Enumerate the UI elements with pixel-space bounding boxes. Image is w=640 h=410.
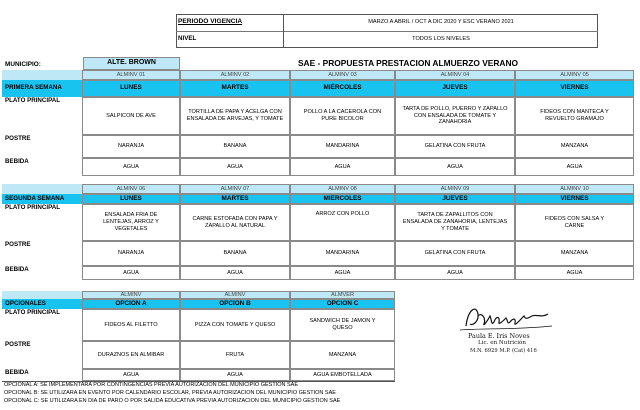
signature-stamp (452, 296, 572, 368)
opc-plato-c: SANDWICH DE JAMON Y QUESO (290, 309, 395, 341)
week2-plato-4: TARTA DE ZAPALLITOS CON ENSALADA DE ZANAHORIA, LENTEJAS Y TOMATE (395, 204, 515, 241)
week1-code-1: ALMINV 01 (82, 70, 180, 80)
week2-plato-1: ENSALADA FRIA DE LENTEJAS, ARROZ Y VEGETALES (82, 204, 180, 241)
nivel-value: TODOS LOS NIVELES (412, 36, 470, 43)
week1-postre-4: GELATINA CON FRUTA (395, 135, 515, 158)
segunda-semana-label: SEGUNDA SEMANA (2, 194, 82, 204)
nivel-label: NIVEL (178, 35, 197, 43)
week2-day-3: MIÉRCOLES (290, 194, 395, 204)
week2-code-3: ALMINV 08 (290, 184, 395, 194)
note-c: OPCIONAL C: SE UTILIZARA EN DIA DE PARO O POR SALIDA EDUCATIVA PREVIA AUTORIZACION DEL MUNICIPIO GESTION SAE (4, 398, 341, 404)
week2-day-5: VIERNES (515, 194, 634, 204)
week2-code-label-bg (2, 184, 82, 194)
periodo-value: MARZO A ABRIL / OCT A DIC 2020 Y ESC VERANO 2021 (368, 19, 514, 26)
week1-plato-4: TARTA DE POLLO, PUERRO Y ZAPALLO CON ENSALADA DE TOMATE Y ZANAHORIA (395, 97, 515, 135)
primera-semana-label: PRIMERA SEMANA (2, 80, 82, 97)
signature-name: Paula E. Iris Noves (468, 332, 530, 340)
opc-postre-label: POSTRE (5, 341, 31, 348)
opc-bebida-c: AGUA EMBOTELLADA (290, 369, 395, 381)
opc-plato-b: PIZZA CON TOMATE Y QUESO (180, 309, 290, 341)
week1-postre-5: MANZANA (515, 135, 634, 158)
week1-postre-3: MANDARINA (290, 135, 395, 158)
opc-bebida-b: AGUA (180, 369, 290, 381)
week2-postre-3: MANDARINA (290, 241, 395, 266)
periodo-label: PERIODO VIGENCIA (178, 18, 243, 26)
week2-postre-1: NARANJA (82, 241, 180, 266)
week1-plato-2: TORTILLA DE PAPA Y ACELGA CON ENSALADA DE ARVEJAS, Y TOMATE (180, 97, 290, 135)
week1-plato-5: FIDEOS CON MANTECA Y REVUELTO GRAMAJO (515, 97, 634, 135)
opc-plato-a: FIDEOS AL FILETTO (82, 309, 180, 341)
week2-plato-5: FIDEOS CON SALSA Y CARNE (515, 204, 634, 241)
signature-title: Lic. en Nutrición (478, 340, 526, 346)
opc-plato-label: PLATO PRINCIPAL (5, 309, 60, 316)
week1-day-4: JUEVES (395, 80, 515, 97)
opcionales-label: OPCIONALES (2, 299, 82, 309)
week1-code-2: ALMINV 02 (180, 70, 290, 80)
week2-code-2: ALMINV 07 (180, 184, 290, 194)
week1-plato-label: PLATO PRINCIPAL (5, 97, 60, 104)
week1-plato-1: SALPICON DE AVE (82, 97, 180, 135)
week1-bebida-3: AGUA (290, 158, 395, 176)
week2-code-4: ALMINV 09 (395, 184, 515, 194)
week2-day-1: LUNES (82, 194, 180, 204)
week2-plato-3: ARROZ CON POLLO (290, 204, 395, 241)
week1-bebida-label: BEBIDA (5, 158, 29, 165)
week1-bebida-5: AGUA (515, 158, 634, 176)
opc-code-b: ALMINV (180, 291, 290, 299)
week1-postre-2: BANANA (180, 135, 290, 158)
week2-plato-2: CARNE ESTOFADA CON PAPA Y ZAPALLO AL NATURAL (180, 204, 290, 241)
week2-postre-5: MANZANA (515, 241, 634, 266)
week2-plato-label: PLATO PRINCIPAL (5, 204, 60, 211)
week2-postre-2: BANANA (180, 241, 290, 266)
municipio-label: MUNICIPIO: (5, 60, 41, 68)
menu-title: SAE - PROPUESTA PRESTACION ALMUERZO VERANO (297, 58, 519, 69)
opc-postre-b: FRUTA (180, 341, 290, 369)
week2-code-5: ALMINV 10 (515, 184, 634, 194)
week1-code-3: ALMINV 03 (290, 70, 395, 80)
opc-postre-a: DURAZNOS EN ALMIBAR (82, 341, 180, 369)
week2-bebida-label: BEBIDA (5, 266, 29, 273)
week1-code-4: ALMINV 04 (395, 70, 515, 80)
week1-bebida-4: AGUA (395, 158, 515, 176)
week2-bebida-2: AGUA (180, 266, 290, 280)
opc-bebida-label: BEBIDA (5, 369, 29, 376)
week2-day-2: MARTES (180, 194, 290, 204)
week1-day-5: VIERNES (515, 80, 634, 97)
week1-day-2: MARTES (180, 80, 290, 97)
week2-bebida-5: AGUA (515, 266, 634, 280)
week2-code-1: ALMINV 06 (82, 184, 180, 194)
week1-postre-1: NARANJA (82, 135, 180, 158)
week1-day-1: LUNES (82, 80, 180, 97)
week1-plato-3: POLLO A LA CACEROLA CON PURE BICOLOR (290, 97, 395, 135)
opc-code-a: ALMINV (82, 291, 180, 299)
week2-postre-label: POSTRE (5, 241, 31, 248)
opc-postre-c: MANZANA (290, 341, 395, 369)
week1-day-3: MIÉRCOLES (290, 80, 395, 97)
week1-bebida-1: AGUA (82, 158, 180, 176)
note-b: OPCIONAL B: SE UTILIZARA EN EVENTO POR CALENDARIO ESCOLAR, PREVIA AUTORIZACION DEL MUNICIPIO GESTION SAE (4, 390, 336, 396)
week2-day-4: JUEVES (395, 194, 515, 204)
week1-code-5: ALMINV 05 (515, 70, 634, 80)
opc-code-c: ALMVER (290, 291, 395, 299)
opc-code-label-bg (2, 291, 82, 299)
note-a: OPCIONAL A: SE IMPLEMENTARA POR CONTINGENCIAS PREVIA AUTORIZACION DEL MUNICIPIO GESTION SAE (4, 382, 299, 388)
week2-bebida-1: AGUA (82, 266, 180, 280)
week1-bebida-2: AGUA (180, 158, 290, 176)
opc-option-b: OPCION B (180, 299, 290, 309)
municipio-value: ALTE. BROWN (83, 57, 180, 70)
opc-option-c: OPCION C (290, 299, 395, 309)
week2-bebida-4: AGUA (395, 266, 515, 280)
week2-bebida-3: AGUA (290, 266, 395, 280)
week2-postre-4: GELATINA CON FRUTA (395, 241, 515, 266)
week1-code-label-bg (2, 70, 82, 80)
week1-postre-label: POSTRE (5, 135, 31, 142)
opc-bebida-a: AGUA (82, 369, 180, 381)
opc-option-a: OPCION A (82, 299, 180, 309)
signature-license: M.N. 6929 M.P. (Cat) 416 (470, 348, 537, 354)
